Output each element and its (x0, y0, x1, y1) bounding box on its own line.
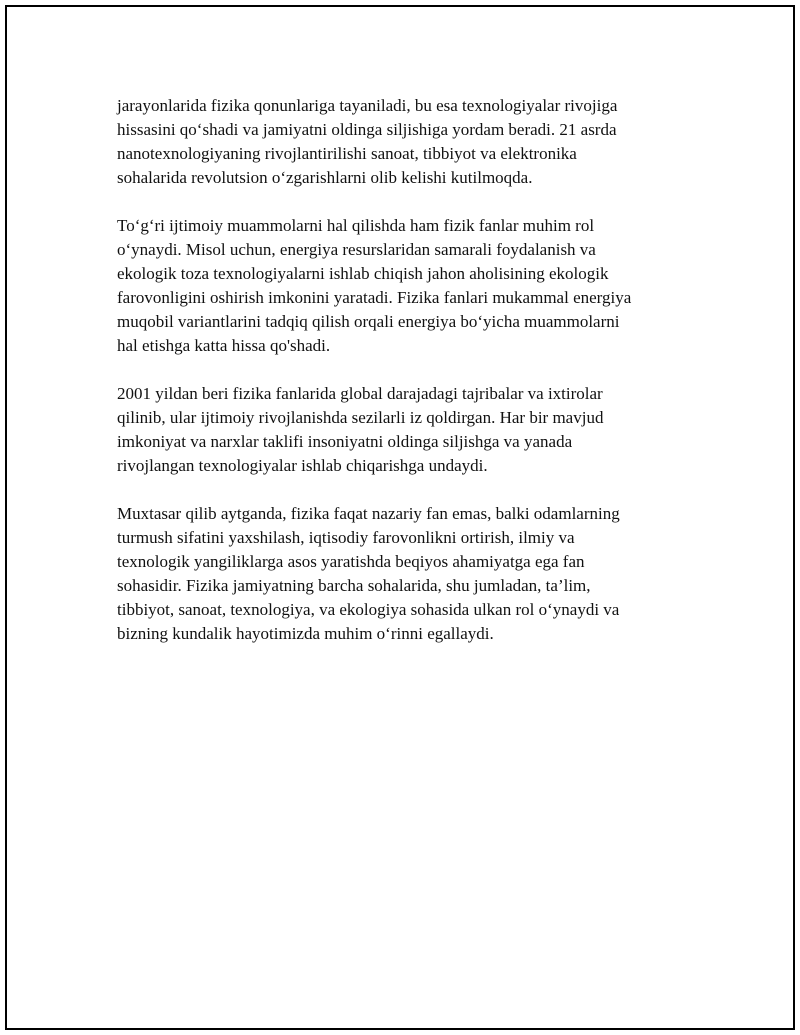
text-line: nanotexnologiyaning rivojlantirilishi sanoat, tibbiyot va elektronika (117, 144, 577, 163)
paragraph-2 (117, 214, 697, 358)
text-line: texnologik yangiliklarga asos yaratishda beqiyos ahamiyatga ega fan (117, 552, 585, 571)
text-line: hissasini qo‘shadi va jamiyatni oldinga siljishiga yordam beradi. 21 asrda (117, 120, 617, 139)
paragraph-4 (117, 502, 697, 646)
text-line: o‘ynaydi. Misol uchun, energiya resurslaridan samarali foydalanish va (117, 240, 596, 259)
paragraph-3 (117, 382, 697, 478)
text-line: hal etishga katta hissa qo'shadi. (117, 336, 331, 355)
text-line: farovonligini oshirish imkonini yaratadi. Fizika fanlari mukammal energiya (117, 288, 632, 307)
text-line: tibbiyot, sanoat, texnologiya, va ekologiya sohasida ulkan rol o‘ynaydi va (117, 600, 620, 619)
text-line: To‘g‘ri ijtimoiy muammolarni hal qilishda ham fizik fanlar muhim rol (117, 216, 595, 235)
text-line: turmush sifatini yaxshilash, iqtisodiy farovonlikni ortirish, ilmiy va (117, 528, 575, 547)
text-line: imkoniyat va narxlar taklifi insoniyatni oldinga siljishga va yanada (117, 432, 573, 451)
text-line: rivojlangan texnologiyalar ishlab chiqarishga undaydi. (117, 456, 488, 475)
text-line: sohalarida revolutsion o‘zgarishlarni olib kelishi kutilmoqda. (117, 168, 533, 187)
text-line: muqobil variantlarini tadqiq qilish orqali energiya bo‘yicha muammolarni (117, 312, 620, 331)
text-line: sohasidir. Fizika jamiyatning barcha sohalarida, shu jumladan, ta’lim, (117, 576, 591, 595)
text-line: jarayonlarida fizika qonunlariga tayaniladi, bu esa texnologiyalar rivojiga (117, 96, 618, 115)
text-line: ekologik toza texnologiyalarni ishlab chiqish jahon aholisining ekologik (117, 264, 609, 283)
text-line: 2001 yildan beri fizika fanlarida global darajadagi tajribalar va ixtirolar (117, 384, 603, 403)
text-line: bizning kundalik hayotimizda muhim o‘rinni egallaydi. (117, 624, 494, 643)
text-line: Muxtasar qilib aytganda, fizika faqat nazariy fan emas, balki odamlarning (117, 504, 620, 523)
paragraph-1 (117, 94, 697, 190)
document-body (117, 94, 697, 670)
text-line: qilinib, ular ijtimoiy rivojlanishda sezilarli iz qoldirgan. Har bir mavjud (117, 408, 604, 427)
